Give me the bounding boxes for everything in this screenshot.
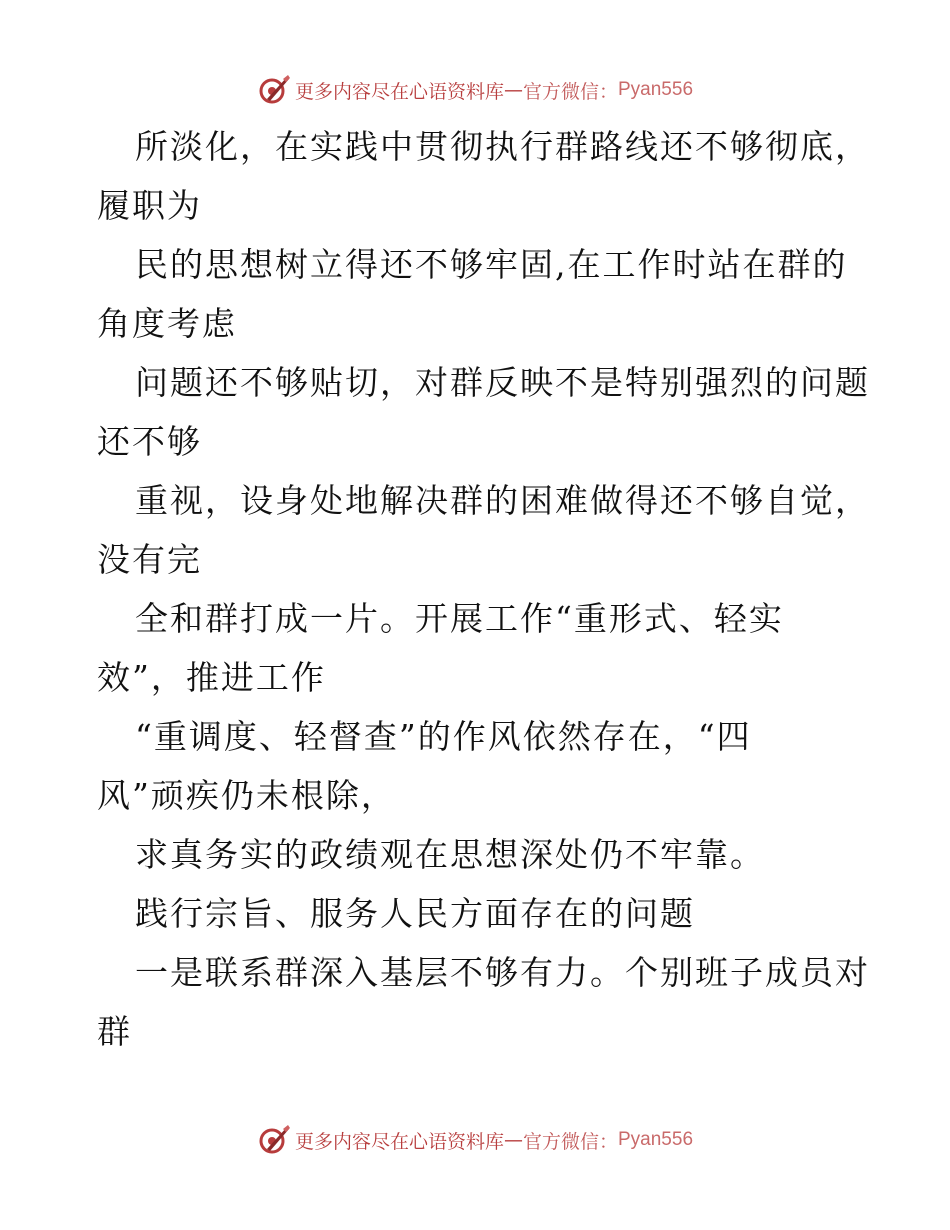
text-line: 重视，设身处地解决群的困难做得还不够自觉， [135, 481, 870, 520]
text-line: 求真务实的政绩观在思想深处仍不牢靠。 [135, 835, 765, 874]
watermark-wechat-id: Pyan556 [618, 79, 694, 100]
text-line: 还不够 [97, 422, 202, 461]
text-line: 问题还不够贴切，对群反映不是特别强烈的问题 [135, 363, 870, 402]
watermark-main-text: 更多内容尽在心语资料库 [294, 80, 504, 103]
text-line: “重调度、轻督查”的作风依然存在，“四 [135, 717, 752, 756]
watermark-dash: — [503, 79, 523, 101]
text-line: 没有完 [97, 540, 202, 579]
text-line: 践行宗旨、服务人民方面存在的问题 [135, 894, 695, 933]
text-line: 群 [97, 1012, 132, 1051]
text-line: 民的思想树立得还不够牢固,在工作时站在群的 [135, 245, 848, 284]
watermark-wechat-label: 官方微信： [522, 1130, 618, 1153]
watermark-wechat-label: 官方微信： [522, 80, 618, 103]
watermark-main-text: 更多内容尽在心语资料库 [294, 1130, 504, 1153]
watermark-wechat-id: Pyan556 [618, 1129, 694, 1150]
quill-logo-icon [257, 1123, 291, 1157]
text-line: 一是联系群深入基层不够有力。个别班子成员对 [135, 953, 870, 992]
watermark-dash: — [503, 1129, 523, 1151]
text-line: 履职为 [97, 186, 202, 225]
text-line: 效”，推进工作 [97, 658, 326, 697]
text-line: 全和群打成一片。开展工作“重形式、轻实 [135, 599, 784, 638]
text-line: 角度考虑 [97, 304, 237, 343]
quill-logo-icon [257, 73, 291, 107]
text-line: 所淡化，在实践中贯彻执行群路线还不够彻底， [135, 127, 870, 166]
footer-watermark [0, 1120, 950, 1160]
text-line: 风”顽疾仍未根除， [97, 776, 396, 815]
header-watermark [0, 70, 950, 110]
